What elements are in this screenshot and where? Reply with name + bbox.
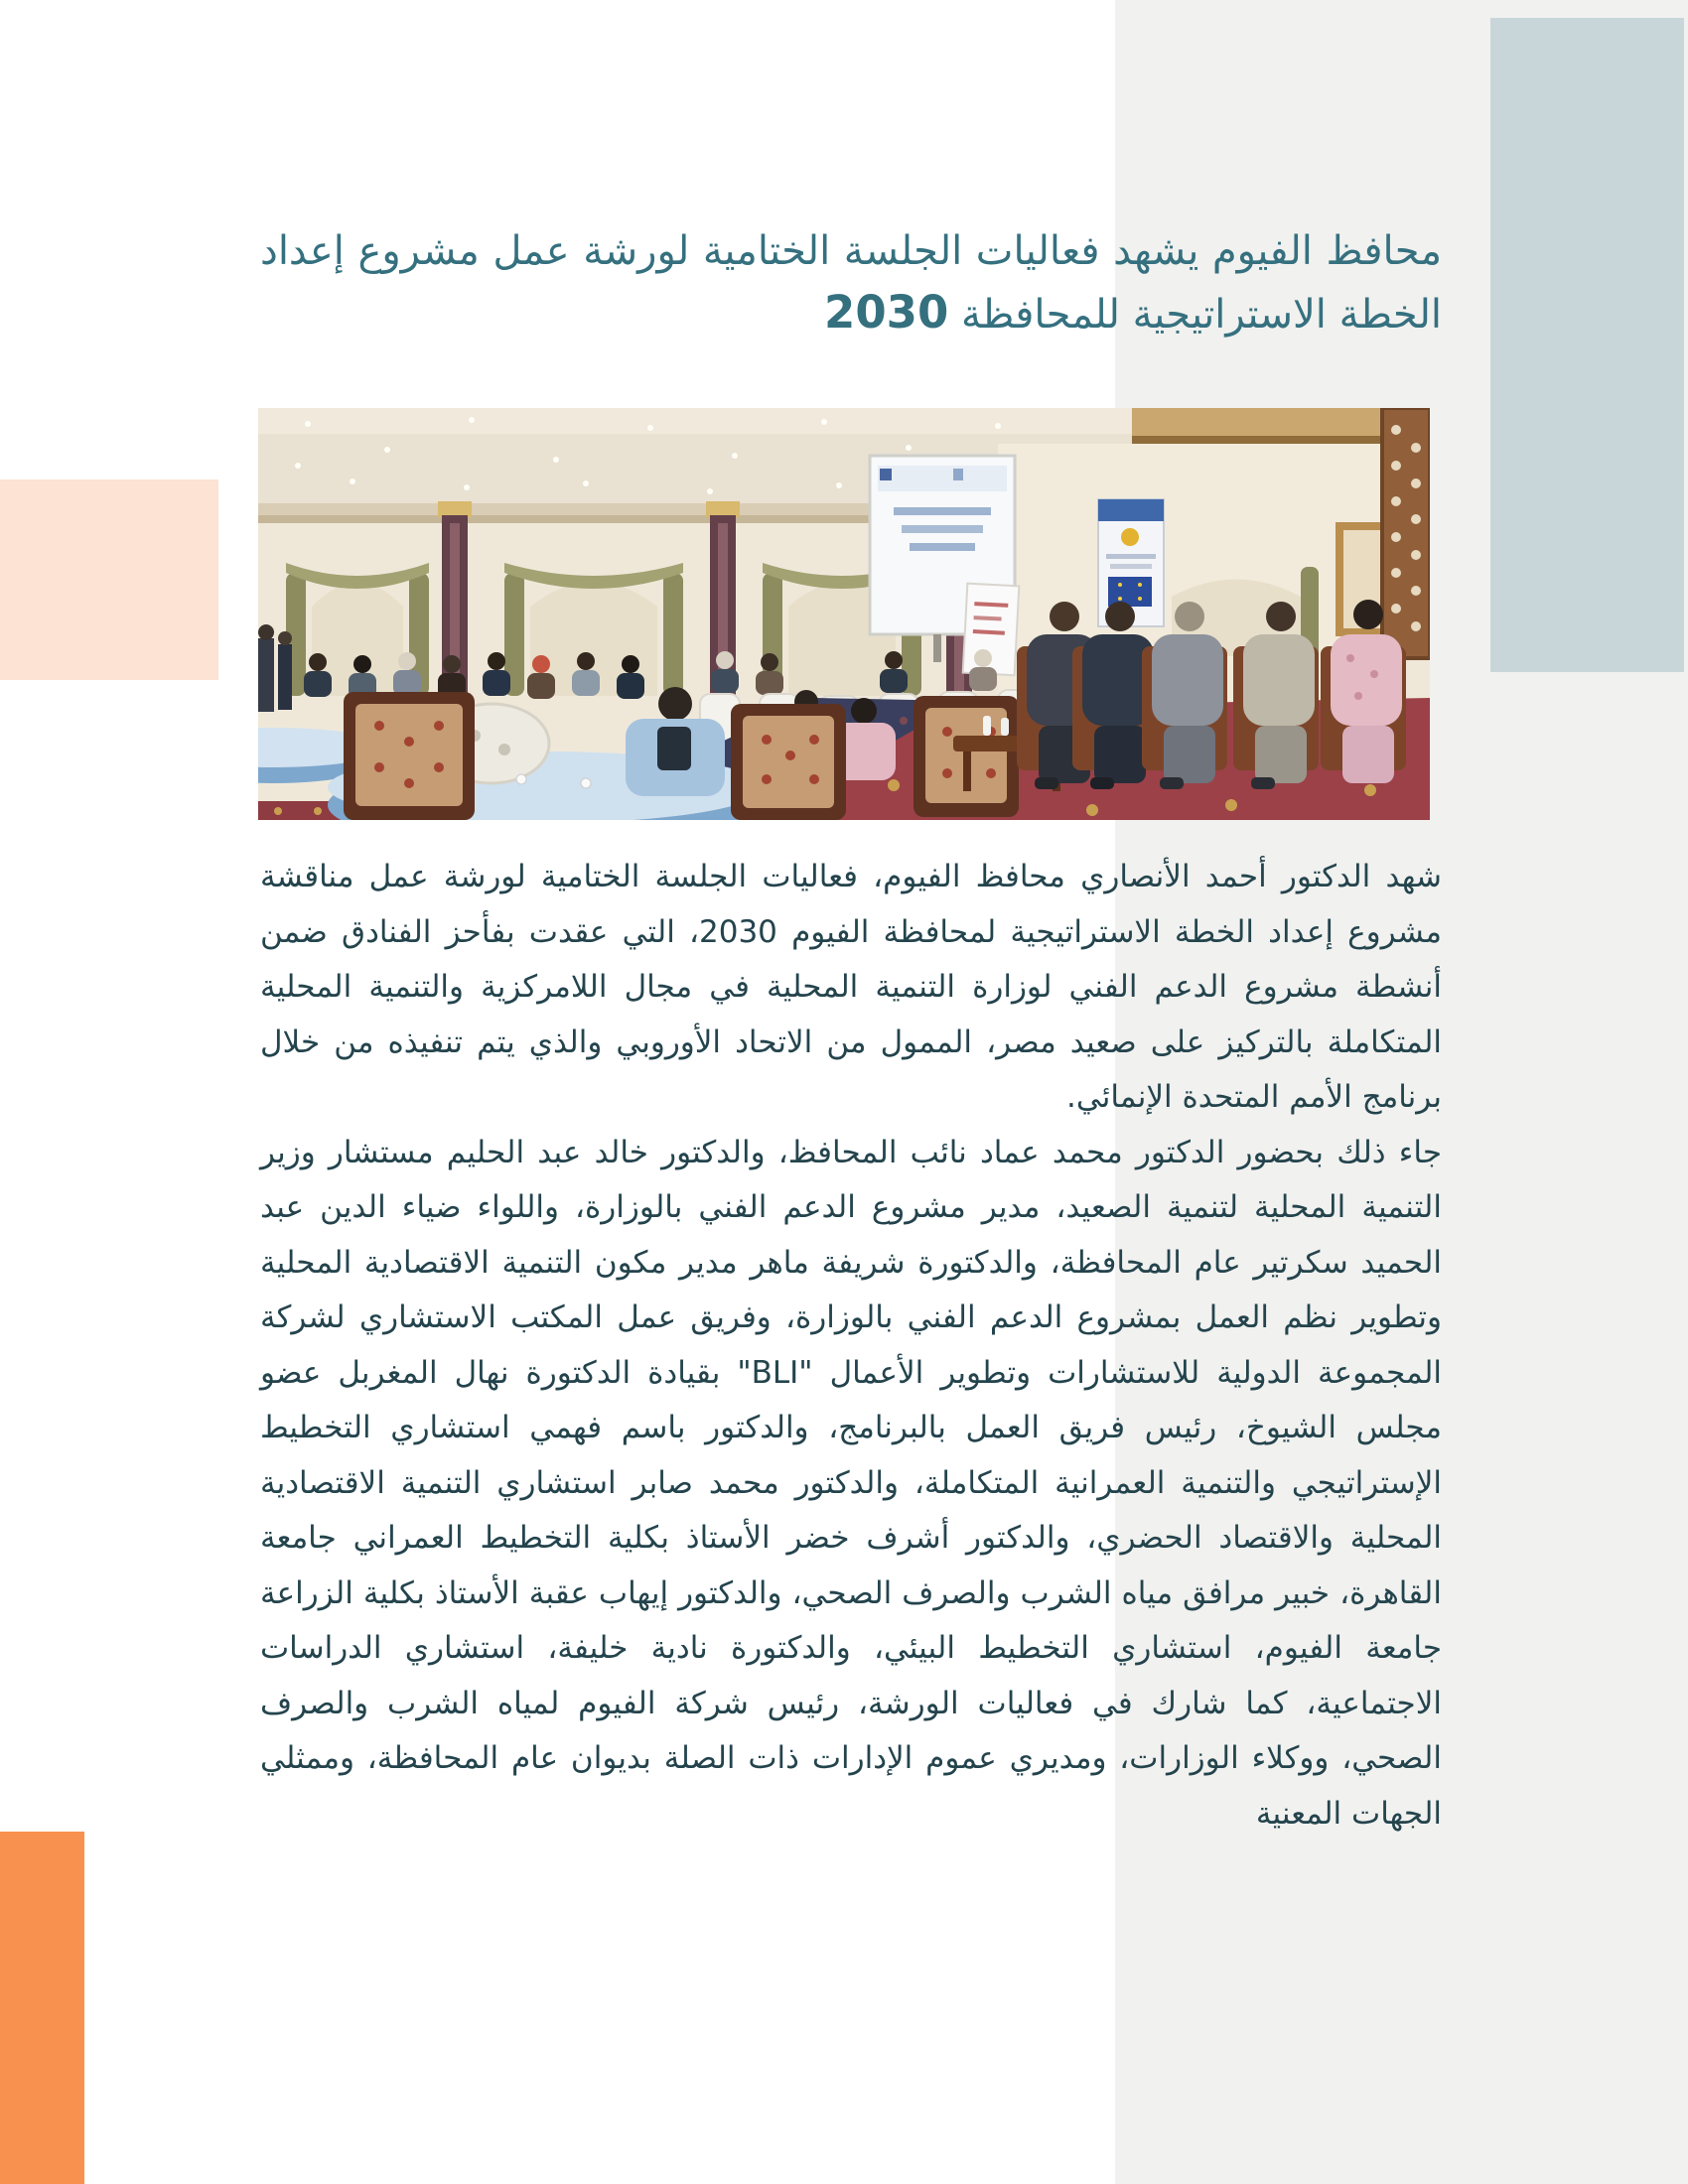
article-title-year: 2030 [824, 286, 949, 339]
decor-blue-rectangle [1490, 18, 1684, 672]
article-title-text: محافظ الفيوم يشهد فعاليات الجلسة الختامية لورشة عمل مشروع إعداد الخطة الاستراتيجية للمحافظة [260, 228, 1442, 338]
paragraph-1: شهد الدكتور أحمد الأنصاري محافظ الفيوم، فعاليات الجلسة الختامية لورشة عمل مناقشة مشروع إعداد الخطة الاستراتيجية لمحافظة الفيوم 2030، التي عقدت بفأحز الفنادق ضمن أنشطة مشروع الدعم الفني لوزارة التنمية المحلية في مجال اللامركزية والتنمية المحلية المتكاملة بالتركيز على صعيد مصر، الممول من الاتحاد الأوروبي والذي يتم تنفيذه من خلال برنامج الأمم المتحدة الإنمائي. [260, 859, 1442, 1115]
decor-peach-rectangle [0, 479, 218, 680]
article-body [260, 850, 1442, 1842]
paragraph-2: جاء ذلك بحضور الدكتور محمد عماد نائب المحافظ، والدكتور خالد عبد الحليم مستشار وزير التنمية المحلية لتنمية الصعيد، مدير مشروع الدعم الفني بالوزارة، واللواء ضياء الدين عبد الحميد سكرتير عام المحافظة، والدكتورة شريفة ماهر مدير مكون التنمية الاقتصادية المحلية وتطوير نظم العمل بمشروع الدعم الفني بالوزارة، وفريق عمل المكتب الاستشاري لشركة المجموعة الدولية للاستشارات وتطوير الأعمال "BLI" بقيادة الدكتورة نهال المغربل عضو مجلس الشيوخ، رئيس فريق العمل بالبرنامج، والدكتور باسم فهمي استشاري التخطيط الإستراتيجي والتنمية العمرانية المتكاملة، والدكتور محمد صابر استشاري التنمية الاقتصادية المحلية والاقتصاد الحضري، والدكتور أشرف خضر الأستاذ بكلية التخطيط العمراني جامعة القاهرة، خبير مرافق مياه الشرب والصرف الصحي، والدكتور إيهاب عقبة الأستاذ بكلية الزراعة جامعة الفيوم، استشاري التخطيط البيئي، والدكتورة نادية خليفة، استشاري الدراسات الاجتماعية، كما شارك في فعاليات الورشة، رئيس شركة الفيوم لمياه الشرب والصرف الصحي، ووكلاء الوزارات، ومديري عموم الإدارات ذات الصلة بديوان عام المحافظة، وممثلي الجهات المعنية [260, 1134, 1443, 1832]
decor-orange-rectangle [0, 1832, 84, 2184]
conference-photo [258, 408, 1430, 820]
article-title [260, 220, 1442, 345]
